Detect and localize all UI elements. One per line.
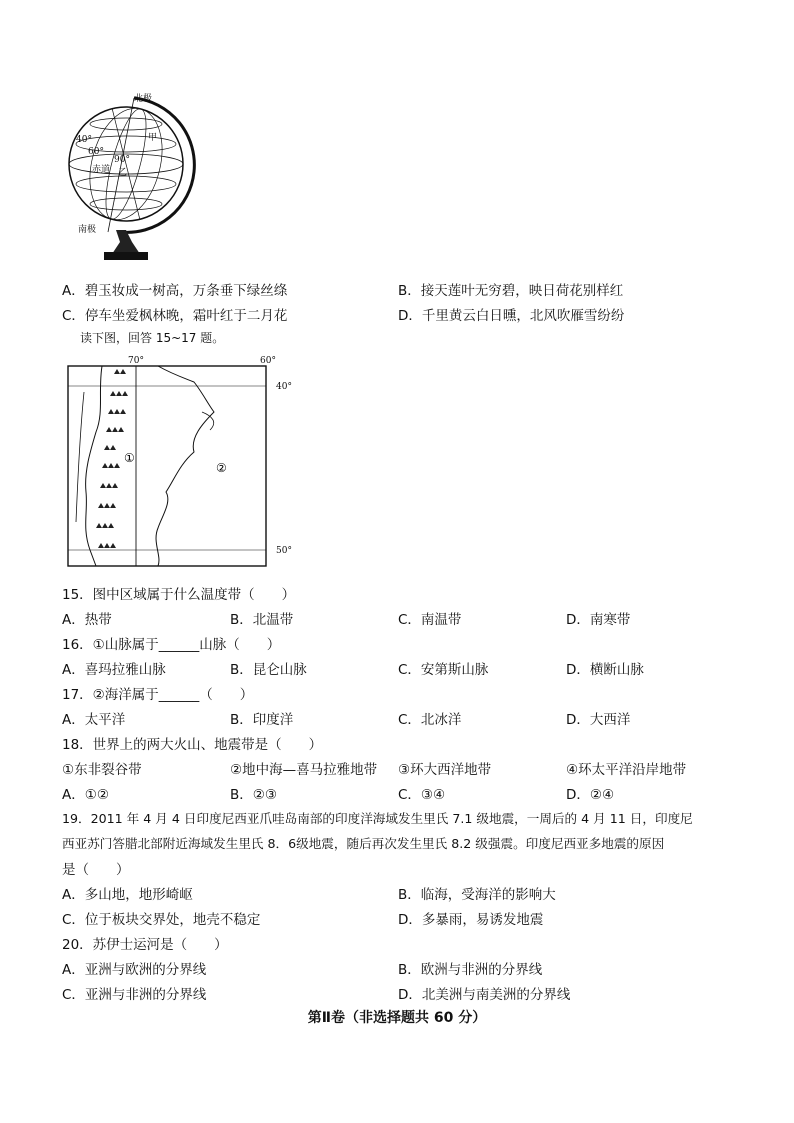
q19-option-b: B．临海，受海洋的影响大	[398, 887, 556, 903]
globe-label-north-pole: 北极	[134, 94, 153, 104]
globe-label-equator: 赤道	[92, 165, 111, 175]
globe-label-lon-60: 60°	[88, 147, 104, 157]
q19-option-c: C．位于板块交界处，地壳不稳定	[62, 912, 261, 928]
q19-option-d: D．多暴雨，易诱发地震	[398, 912, 544, 928]
q20-option-c: C．亚洲与非洲的分界线	[62, 987, 207, 1003]
globe-label-lon-90: 90°	[114, 155, 130, 165]
q17-stem: 17．②海洋属于______（ ）	[62, 687, 254, 703]
q17-option-a: A．太平洋	[62, 712, 126, 728]
q16-option-a: A．喜玛拉雅山脉	[62, 662, 166, 678]
q20-option-d: D．北美洲与南美洲的分界线	[398, 987, 571, 1003]
map-label-lat-50: 50°	[276, 546, 292, 556]
q19-stem-line-2: 西亚苏门答腊北部附近海域发生里氏 8．6级地震，随后再次发生里氏 8.2 级强震。印度尼西亚多地震的原因	[62, 836, 665, 851]
q20-stem: 20．苏伊士运河是（ ）	[62, 937, 228, 953]
q18-option-c: C．③④	[398, 787, 446, 803]
q18-option-b: B．②③	[230, 787, 277, 803]
q18-item-3: ③环大西洋地带	[398, 762, 492, 778]
globe-label-yi: 乙	[118, 168, 128, 178]
map-mark-2: ②	[216, 461, 227, 475]
map-label-lon-70: 70°	[128, 356, 144, 366]
q19-stem-line-3: 是（ ）	[62, 862, 130, 878]
q19-stem-line-1: 19．2011 年 4 月 4 日印度尼西亚爪哇岛南部的印度洋海域发生里氏 7.1 级地震，一周后的 4 月 11 日，印度尼	[62, 811, 693, 826]
q14-option-d: D．千里黄云白日曛，北风吹雁雪纷纷	[398, 308, 625, 324]
q18-item-1: ①东非裂谷带	[62, 762, 142, 778]
globe-label-jia: 甲	[148, 133, 158, 143]
globe-label-lat-40: 40°	[76, 135, 92, 145]
q14-option-b: B．接天莲叶无穷碧，映日荷花别样红	[398, 283, 624, 299]
q20-option-a: A．亚洲与欧洲的分界线	[62, 962, 207, 978]
q18-item-2: ②地中海—喜马拉雅地带	[230, 762, 378, 778]
q17-option-d: D．大西洋	[566, 712, 631, 728]
section-title: 第Ⅱ卷（非选择题共 60 分）	[307, 1010, 487, 1026]
south-america-map	[62, 352, 312, 570]
q18-stem: 18．世界上的两大火山、地震带是（ ）	[62, 737, 323, 753]
globe-figure	[60, 92, 200, 272]
q14-option-c: C．停车坐爱枫林晚，霜叶红于二月花	[62, 308, 288, 324]
q15-option-d: D．南寒带	[566, 612, 631, 628]
q16-option-c: C．安第斯山脉	[398, 662, 489, 678]
q17-option-b: B．印度洋	[230, 712, 294, 728]
map-label-lat-40: 40°	[276, 382, 292, 392]
q20-option-b: B．欧洲与非洲的分界线	[398, 962, 543, 978]
q19-option-a: A．多山地，地形崎岖	[62, 887, 193, 903]
q15-option-c: C．南温带	[398, 612, 462, 628]
read-map-instruction: 读下图，回答 15~17 题。	[80, 331, 225, 345]
q18-item-4: ④环太平洋沿岸地带	[566, 762, 687, 778]
q14-option-a: A．碧玉妆成一树高，万条垂下绿丝绦	[62, 283, 288, 299]
q15-stem: 15．图中区域属于什么温度带（ ）	[62, 587, 296, 603]
q18-option-a: A．①②	[62, 787, 109, 803]
q17-option-c: C．北冰洋	[398, 712, 462, 728]
q16-option-d: D．横断山脉	[566, 662, 644, 678]
globe-label-south-pole: 南极	[78, 225, 97, 235]
q15-option-a: A．热带	[62, 612, 112, 628]
map-mark-1: ①	[124, 451, 135, 465]
q15-option-b: B．北温带	[230, 612, 294, 628]
q16-stem: 16．①山脉属于______山脉（ ）	[62, 637, 281, 653]
q16-option-b: B．昆仑山脉	[230, 662, 307, 678]
map-label-lon-60: 60°	[260, 356, 276, 366]
q18-option-d: D．②④	[566, 787, 615, 803]
